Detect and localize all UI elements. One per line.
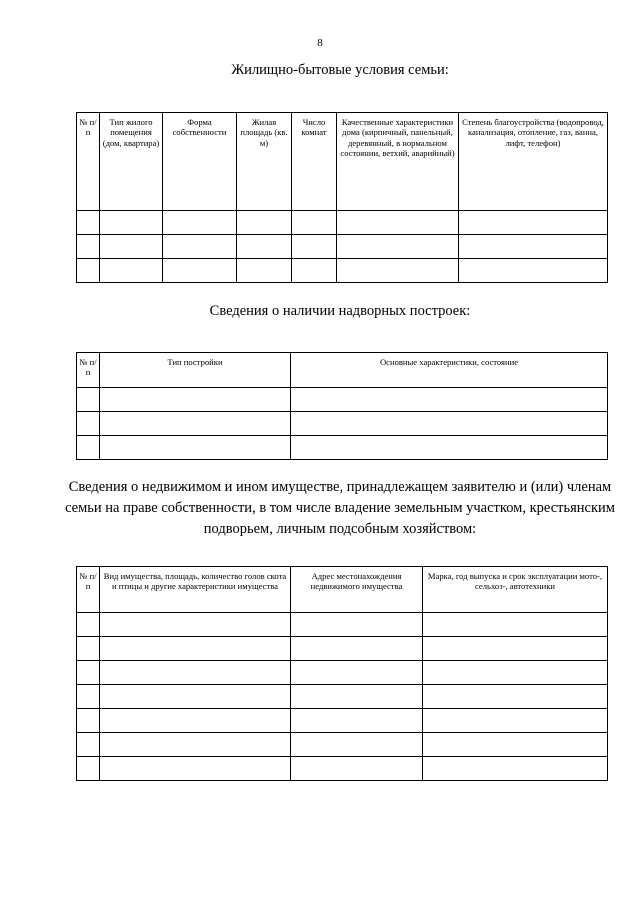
table-cell[interactable] bbox=[291, 709, 423, 733]
table-cell[interactable] bbox=[100, 235, 163, 259]
table-cell[interactable] bbox=[291, 412, 608, 436]
table-row bbox=[77, 661, 608, 685]
section1-title: Жилищно-бытовые условия семьи: bbox=[231, 62, 449, 78]
table-cell[interactable] bbox=[100, 259, 163, 283]
table-cell[interactable] bbox=[163, 211, 237, 235]
table-row bbox=[77, 388, 608, 412]
table-cell[interactable] bbox=[100, 637, 291, 661]
table-cell[interactable] bbox=[292, 259, 337, 283]
header-room-count: Число комнат bbox=[292, 113, 337, 211]
table-cell[interactable] bbox=[163, 235, 237, 259]
header-living-area: Жилая площадь (кв. м) bbox=[237, 113, 292, 211]
table-header-row bbox=[77, 113, 608, 211]
table-cell[interactable] bbox=[423, 661, 608, 685]
table-cell[interactable] bbox=[77, 412, 100, 436]
table-cell[interactable] bbox=[163, 259, 237, 283]
header-number: № п/п bbox=[77, 567, 100, 613]
table-cell[interactable] bbox=[77, 637, 100, 661]
header-building-type: Тип постройки bbox=[100, 353, 291, 388]
table-cell[interactable] bbox=[100, 661, 291, 685]
table-cell[interactable] bbox=[291, 733, 423, 757]
table-cell[interactable] bbox=[100, 709, 291, 733]
table-row bbox=[77, 412, 608, 436]
table-cell[interactable] bbox=[291, 388, 608, 412]
table-cell[interactable] bbox=[100, 388, 291, 412]
table-cell[interactable] bbox=[292, 211, 337, 235]
table-cell[interactable] bbox=[423, 757, 608, 781]
table-cell[interactable] bbox=[337, 211, 459, 235]
table-cell[interactable] bbox=[423, 709, 608, 733]
table-cell[interactable] bbox=[100, 757, 291, 781]
table-cell[interactable] bbox=[337, 259, 459, 283]
table-cell[interactable] bbox=[77, 757, 100, 781]
header-vehicle-info: Марка, год выпуска и срок эксплуатации мото-, сельхоз-, автотехники bbox=[423, 567, 608, 613]
section2-title: Сведения о наличии надворных построек: bbox=[209, 303, 471, 319]
living-conditions-table bbox=[76, 112, 608, 283]
table-cell[interactable] bbox=[291, 661, 423, 685]
header-number: № п/п bbox=[77, 353, 100, 388]
header-house-quality: Качественные характеристики дома (кирпичный, панельный, деревянный, в нормальном состоянии, ветхий, аварийный) bbox=[337, 113, 459, 211]
table-cell[interactable] bbox=[459, 235, 608, 259]
table-row bbox=[77, 235, 608, 259]
table-row bbox=[77, 613, 608, 637]
table-cell[interactable] bbox=[237, 235, 292, 259]
table-cell[interactable] bbox=[291, 685, 423, 709]
header-number: № п/п bbox=[77, 113, 100, 211]
table-cell[interactable] bbox=[77, 661, 100, 685]
table-row bbox=[77, 757, 608, 781]
table-cell[interactable] bbox=[100, 436, 291, 460]
table-cell[interactable] bbox=[291, 436, 608, 460]
property-table bbox=[76, 566, 608, 781]
table-cell[interactable] bbox=[77, 709, 100, 733]
table-cell[interactable] bbox=[77, 436, 100, 460]
table-cell[interactable] bbox=[337, 235, 459, 259]
table-row bbox=[77, 637, 608, 661]
table-cell[interactable] bbox=[237, 259, 292, 283]
table-cell[interactable] bbox=[237, 211, 292, 235]
table-row bbox=[77, 709, 608, 733]
table-header-row bbox=[77, 353, 608, 388]
table-row bbox=[77, 211, 608, 235]
table-cell[interactable] bbox=[459, 259, 608, 283]
table-cell[interactable] bbox=[291, 613, 423, 637]
table-cell[interactable] bbox=[100, 685, 291, 709]
table-row bbox=[77, 685, 608, 709]
table-cell[interactable] bbox=[291, 757, 423, 781]
table-cell[interactable] bbox=[423, 613, 608, 637]
header-dwelling-type: Тип жилого помещения (дом, квартира) bbox=[100, 113, 163, 211]
table-cell[interactable] bbox=[100, 733, 291, 757]
table-cell[interactable] bbox=[77, 235, 100, 259]
table-cell[interactable] bbox=[423, 685, 608, 709]
header-property-address: Адрес местонахождения недвижимого имущества bbox=[291, 567, 423, 613]
table-cell[interactable] bbox=[423, 637, 608, 661]
table-cell[interactable] bbox=[100, 412, 291, 436]
page-number: 8 bbox=[317, 37, 323, 49]
header-amenities: Степень благоустройства (водопровод, канализация, отопление, газ, ванна, лифт, телефон) bbox=[459, 113, 608, 211]
table-cell[interactable] bbox=[459, 211, 608, 235]
table-cell[interactable] bbox=[100, 613, 291, 637]
table-cell[interactable] bbox=[77, 685, 100, 709]
table-cell[interactable] bbox=[77, 211, 100, 235]
table-cell[interactable] bbox=[291, 637, 423, 661]
header-characteristics: Основные характеристики, состояние bbox=[291, 353, 608, 388]
outbuildings-table bbox=[76, 352, 608, 460]
table-cell[interactable] bbox=[77, 259, 100, 283]
table-cell[interactable] bbox=[77, 613, 100, 637]
table-cell[interactable] bbox=[77, 733, 100, 757]
table-cell[interactable] bbox=[423, 733, 608, 757]
table-header-row bbox=[77, 567, 608, 613]
header-ownership-form: Форма собственности bbox=[163, 113, 237, 211]
section3-title: Сведения о недвижимом и ином имуществе, принадлежащем заявителю и (или) членам семьи на праве собственности, в том числе владение земельным участком, крестьянским подворьем, личным подсобным хозяйством: bbox=[65, 479, 615, 537]
table-row bbox=[77, 733, 608, 757]
table-cell[interactable] bbox=[100, 211, 163, 235]
table-row bbox=[77, 436, 608, 460]
header-property-type: Вид имущества, площадь, количество голов скота и птицы и другие характеристики имущества bbox=[100, 567, 291, 613]
table-row bbox=[77, 259, 608, 283]
table-cell[interactable] bbox=[77, 388, 100, 412]
table-cell[interactable] bbox=[292, 235, 337, 259]
